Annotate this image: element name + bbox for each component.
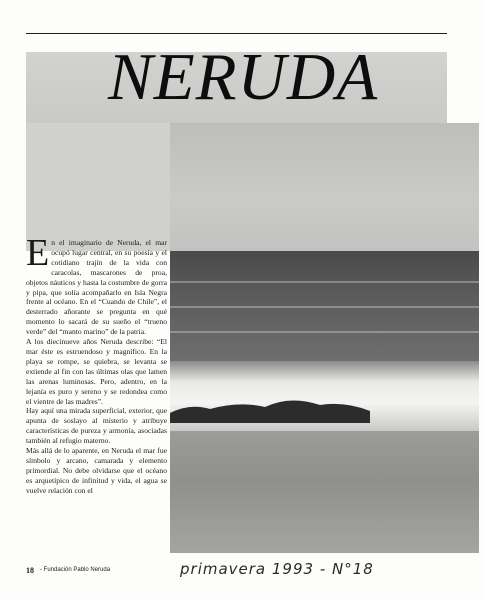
page-number: 18 (26, 566, 34, 575)
sea-photo (170, 123, 479, 553)
photo-wave-line (170, 306, 479, 308)
page-title: NERUDA (108, 40, 379, 114)
handwritten-note: primavera 1993 - N°18 (180, 560, 374, 578)
article-paragraph: Más allá de lo aparente, en Neruda el mar fue símbolo y arcano, camarada y elemento primordial. No debe olvidarse que el océano es arquetípico de infinitud y vida, el agua se vuelve relación con el (26, 446, 167, 495)
paragraph-text: n el imaginario de Neruda, el mar ocupó lugar central, en su poesía y el cotidiano trajín de la vida con caracolas, mascarones de proa, objetos náuticos y hasta la costumbre de gorra y pipa, que solía acompañarlo en Isla Negra frente al océano. En el “Cuando de Chile”, el desterrado añorante se pregunta en qué momento lo sacará de su sueño el “trueno verde” del “manto marino” de la patria. (26, 238, 167, 337)
photo-wave-line (170, 331, 479, 333)
photo-sea (170, 251, 479, 361)
footer-organization: - Fundación Pablo Neruda (40, 567, 111, 573)
article-paragraph: Hay aquí una mirada superficial, exterior, que apunta de soslayo al misterio y atribuye características de pureza y armonía, asociadas también al refugio materno. (26, 406, 167, 446)
top-rule (26, 33, 447, 34)
photo-sand (170, 431, 479, 553)
photo-rocks (170, 393, 370, 423)
article-paragraph (26, 232, 167, 337)
article-paragraph: A los diecinueve años Neruda describe: “El mar éste es estruendoso y magnífico. En la playa se rompe, se quiebra, se levanta se extiende al fin con las últimas olas que lamen las arenas luminosas. Pero, adentro, en la lejanía es puro y sereno y se redondea como el vientre de las madres”. (26, 337, 167, 406)
drop-cap: E (26, 232, 50, 274)
photo-sky (170, 123, 479, 251)
photo-wave-line (170, 281, 479, 283)
article-body (26, 232, 167, 496)
